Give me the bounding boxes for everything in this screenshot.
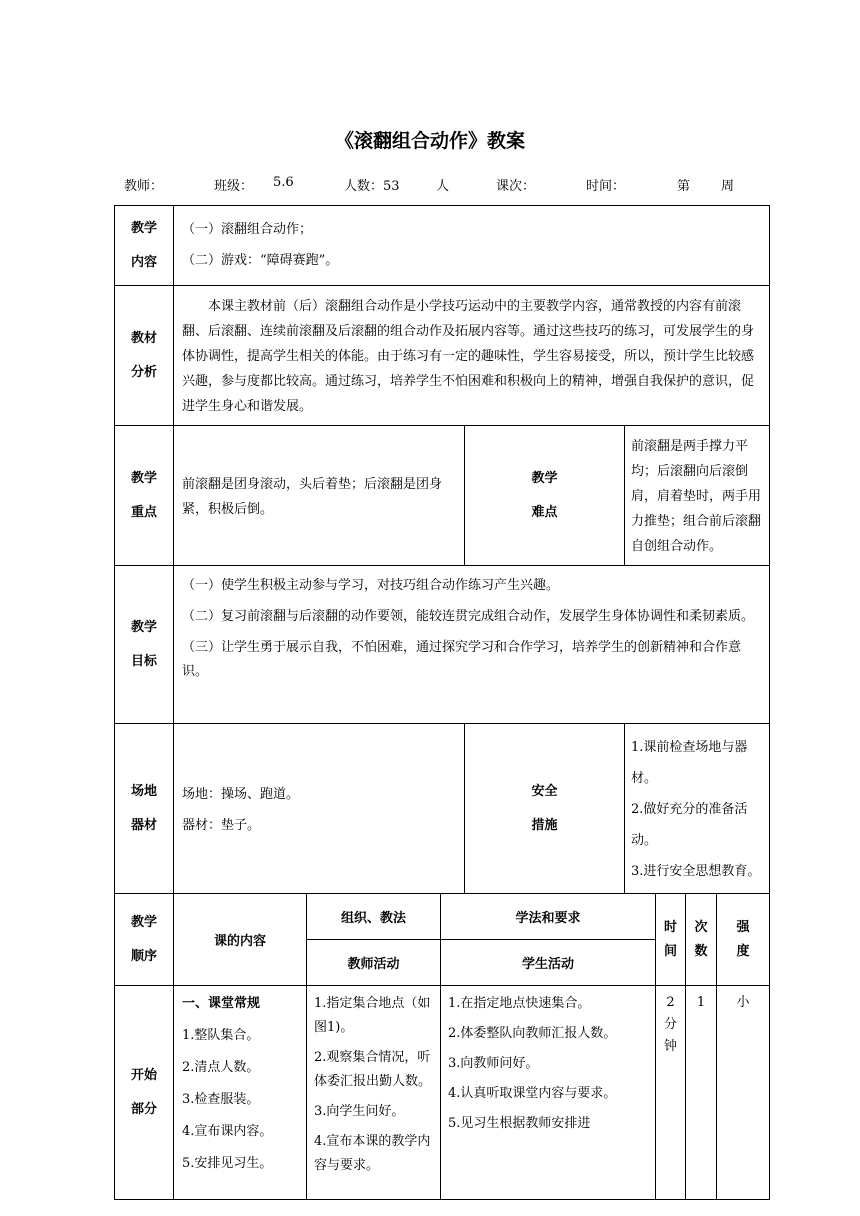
student-step: 1.在指定地点快速集合。 [448,996,591,1011]
content-step: 3.检查服装。 [182,1092,260,1107]
method-header: 学法和要求 [441,894,656,940]
lesson-plan-table [114,205,770,1200]
safety-cell [625,724,770,894]
content-step: 1.整队集合。 [182,1028,260,1043]
week-suffix: 周 [721,179,735,194]
goals-cell [174,566,770,724]
safety-line: 2.做好充分的准备活动。 [631,802,748,848]
content-step: 4.宣布课内容。 [182,1124,273,1139]
venue-cell [174,724,465,894]
analysis-label: 教材 分析 [115,286,174,426]
organization-header: 组织、教法 [307,894,441,940]
content-cell [174,206,770,286]
venue-row [115,724,770,894]
teacher-activity-header: 教师活动 [307,940,441,986]
student-count: 人数：53 [344,179,400,194]
difficulty-cell [625,426,770,566]
student-count-unit: 人 [436,179,450,194]
teacher-activity-cell [307,986,441,1200]
class-value: 5.6 [273,175,294,190]
keypoints-cell [174,426,465,566]
keypoints-label: 教学 重点 [115,426,174,566]
start-content-cell [174,986,307,1200]
header-row-1 [115,894,770,940]
teacher-step: 1.指定集合地点（如图1)。 [314,996,431,1035]
goals-row [115,566,770,724]
content-row [115,206,770,286]
page-title: 《滚翻组合动作》教案 [334,130,525,152]
analysis-row [115,286,770,426]
goal-line: （二）复习前滚翻与后滚翻的动作要领，能较连贯完成组合动作，发展学生身体协调性和柔韧素质。 [182,609,755,624]
lesson-content-header: 课的内容 [174,894,307,986]
difficulty-label: 教学 难点 [465,426,625,566]
start-section-row [115,986,770,1200]
teacher-step: 3.向学生问好。 [314,1104,405,1119]
order-header: 教学 顺序 [115,894,174,986]
intensity-header: 强 度 [717,894,770,986]
start-time-cell: 2 分 钟 [656,986,686,1200]
student-activity-header: 学生活动 [441,940,656,986]
content-step: 2.清点人数。 [182,1060,260,1075]
start-section-label: 开始 部分 [115,986,174,1200]
student-step: 5.见习生根据教师安排进 [448,1116,591,1131]
student-step: 3.向教师问好。 [448,1056,539,1071]
class-label: 班级： [214,179,254,194]
teacher-step: 4.宣布本课的教学内容与要求。 [314,1134,431,1173]
count-header: 次 数 [686,894,717,986]
content-step: 5.安排见习生。 [182,1156,273,1171]
analysis-text: 本课主教材前（后）滚翻组合动作是小学技巧运动中的主要教学内容，通常教授的内容有前滚翻、后滚翻、连续前滚翻及后滚翻的组合动作及拓展内容等。通过这些技巧的练习，可发展学生的身体协调性，提高学生相关的体能。由于练习有一定的趣味性，学生容易接受，所以，预计学生比较感兴趣，参与度都比较高。通过练习，培养学生不怕困难和积极向上的精神，增强自我保护的意识，促进学生身心和谐发展。 [182,299,755,414]
start-intensity-cell: 小 [717,986,770,1200]
week-prefix: 第 [677,179,691,194]
keypoints-row [115,426,770,566]
teacher-step: 2.观察集合情况，听体委汇报出勤人数。 [314,1050,432,1089]
keypoints-text: 前滚翻是团身滚动，头后着垫；后滚翻是团身紧，积极后倒。 [182,476,443,517]
difficulty-text: 前滚翻是两手撑力平均；后滚翻向后滚倒肩，肩着垫时，两手用力推垫；组合前后滚翻自创组合动作。 [631,439,762,554]
time-label: 时间： [586,179,626,194]
analysis-cell [174,286,770,426]
venue-line: 场地：操场、跑道。 [182,786,300,802]
content-line: （二）游戏：“障碍赛跑”。 [182,253,339,268]
venue-label: 场地 器材 [115,724,174,894]
content-label: 教学 内容 [115,206,174,286]
venue-line: 器材：垫子。 [182,817,261,833]
safety-line: 1.课前检查场地与器材。 [631,740,748,786]
student-step: 2.体委整队向教师汇报人数。 [448,1026,617,1041]
teacher-label: 教师： [124,179,164,194]
goal-line: （三）让学生勇于展示自我，不怕困难，通过探究学习和合作学习，培养学生的创新精神和合作意识。 [182,640,742,679]
student-step: 4.认真听取课堂内容与要求。 [448,1086,617,1101]
content-line: （一）滚翻组合动作； [182,222,313,237]
safety-label: 安全 措施 [465,724,625,894]
start-count-cell: 1 [686,986,717,1200]
lesson-label: 课次： [496,179,536,194]
time-header: 时 间 [656,894,686,986]
goals-label: 教学 目标 [115,566,174,724]
routine-title: 一、课堂常规 [182,996,261,1011]
student-activity-cell [441,986,656,1200]
safety-line: 3.进行安全思想教育。 [631,864,761,879]
goal-line: （一）使学生积极主动参与学习，对技巧组合动作练习产生兴趣。 [182,578,560,593]
